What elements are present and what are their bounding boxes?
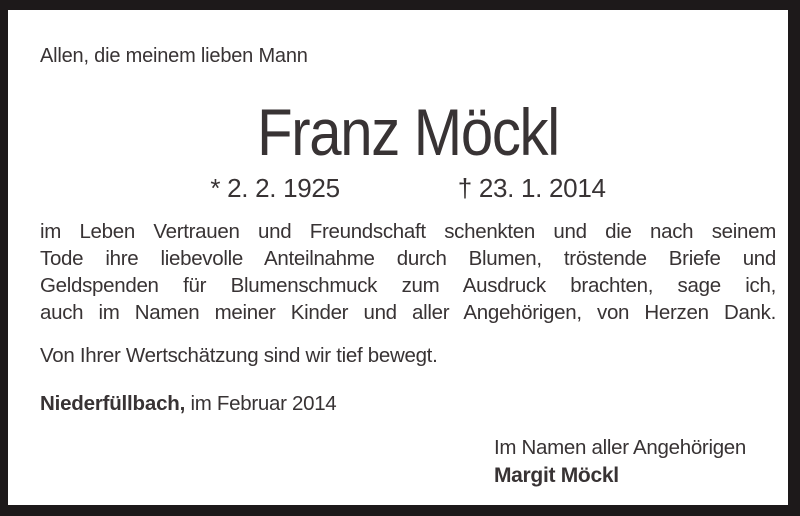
birth-date: * 2. 2. 1925	[210, 173, 340, 203]
signature-name: Margit Möckl	[493, 464, 619, 487]
body-line-1: im Leben Vertrauen und Freundschaft schenkten und die nach seinem	[40, 220, 776, 243]
signature-intro: Im Namen aller Angehörigen	[493, 436, 746, 459]
intro-line: Allen, die meinem lieben Mann	[40, 45, 308, 67]
life-dates	[40, 174, 776, 202]
obituary-card	[8, 10, 788, 505]
place-name: Niederfüllbach,	[40, 392, 186, 415]
gratitude-line: Von Ihrer Wertschätzung sind wir tief bewegt.	[40, 344, 438, 367]
place-date-line	[40, 390, 776, 417]
body-line-2: Tode ihre liebevolle Anteilnahme durch Blumen, tröstende Briefe und	[40, 247, 776, 270]
signature-block	[494, 434, 746, 490]
body-line-3: Geldspenden für Blumenschmuck zum Ausdruck brachten, sage ich,	[40, 274, 776, 297]
death-date: † 23. 1. 2014	[457, 173, 606, 203]
deceased-name: Franz Möckl	[257, 95, 559, 169]
body-line-4: auch im Namen meiner Kinder und aller Angehörigen, von Herzen Dank.	[40, 301, 776, 324]
notice-date: im Februar 2014	[190, 392, 337, 415]
thanks-paragraph	[40, 218, 776, 326]
